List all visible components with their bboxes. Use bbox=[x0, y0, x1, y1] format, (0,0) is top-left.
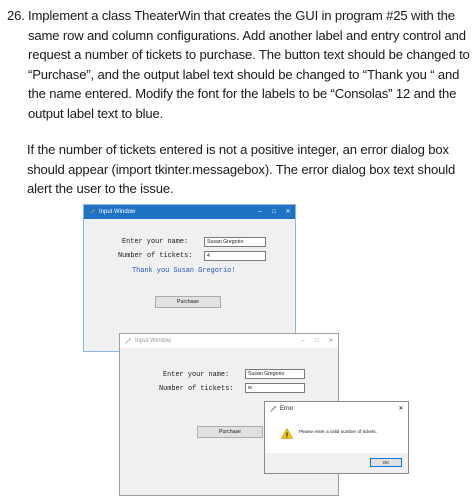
question-line bbox=[7, 6, 469, 26]
maximize-button[interactable]: □ bbox=[272, 209, 276, 215]
close-button[interactable]: ✕ bbox=[328, 338, 334, 344]
purchase-button[interactable]: Purchase bbox=[155, 296, 221, 308]
name-label: Enter your name: bbox=[122, 238, 189, 246]
paragraph-line: should appear (import tkinter.messagebox). The error dialog box text should bbox=[27, 161, 456, 177]
name-entry[interactable]: Susan Gregorio bbox=[204, 237, 266, 247]
question-line: “Purchase”, and the output label text should be changed to “Thank you “ and bbox=[28, 66, 460, 82]
line-text: Implement a class TheaterWin that creates the GUI in program #25 with the bbox=[28, 8, 455, 23]
question-line: output label text to blue. bbox=[28, 105, 164, 121]
feather-icon bbox=[124, 337, 132, 345]
ok-button[interactable]: OK bbox=[370, 458, 402, 467]
window-titlebar[interactable] bbox=[120, 334, 338, 348]
feather-icon bbox=[269, 405, 277, 413]
question-paragraph bbox=[7, 6, 469, 124]
tickets-label: Number of tickets: bbox=[159, 385, 234, 393]
paragraph-line: alert the user to the issue. bbox=[27, 181, 174, 197]
question-line: the name entered. Modify the font for the labels to be “Consolas” 12 and the bbox=[28, 86, 457, 102]
error-dialog bbox=[264, 401, 409, 474]
feather-icon bbox=[88, 208, 96, 216]
maximize-button[interactable]: □ bbox=[315, 338, 319, 344]
question-line: same row and column configurations. Add another label and entry control and bbox=[28, 27, 466, 43]
tickets-entry[interactable]: 4 bbox=[204, 251, 266, 261]
error-requirement-paragraph bbox=[27, 140, 469, 199]
question-number: 26. bbox=[7, 8, 25, 23]
close-button[interactable]: ✕ bbox=[398, 406, 404, 412]
output-label: Thank you Susan Gregorio! bbox=[132, 267, 236, 275]
warning-glyph: ! bbox=[285, 432, 289, 439]
dialog-body bbox=[265, 416, 408, 453]
window-title: Input Window bbox=[99, 209, 136, 215]
dialog-titlebar[interactable] bbox=[265, 402, 408, 416]
window-title: Input Window bbox=[135, 338, 172, 344]
close-button[interactable]: ✕ bbox=[285, 209, 291, 215]
question-line: request a number of tickets to purchase. The button text should be changed to bbox=[28, 47, 470, 63]
error-message: Please enter a valid number of tickets. bbox=[299, 429, 377, 434]
minimize-button[interactable]: – bbox=[258, 209, 262, 215]
dialog-title: Error bbox=[280, 406, 294, 412]
name-entry[interactable]: Susan Gregorio bbox=[245, 369, 305, 379]
name-label: Enter your name: bbox=[163, 371, 230, 379]
tickets-label: Number of tickets: bbox=[118, 252, 193, 260]
purchase-button[interactable]: Purchase bbox=[197, 426, 263, 438]
warning-icon bbox=[281, 426, 293, 437]
tickets-entry[interactable]: w bbox=[245, 383, 305, 393]
window-titlebar[interactable] bbox=[84, 205, 295, 219]
input-window-success bbox=[83, 204, 296, 352]
paragraph-line: If the number of tickets entered is not a positive integer, an error dialog box bbox=[27, 142, 449, 157]
minimize-button[interactable]: – bbox=[301, 338, 305, 344]
